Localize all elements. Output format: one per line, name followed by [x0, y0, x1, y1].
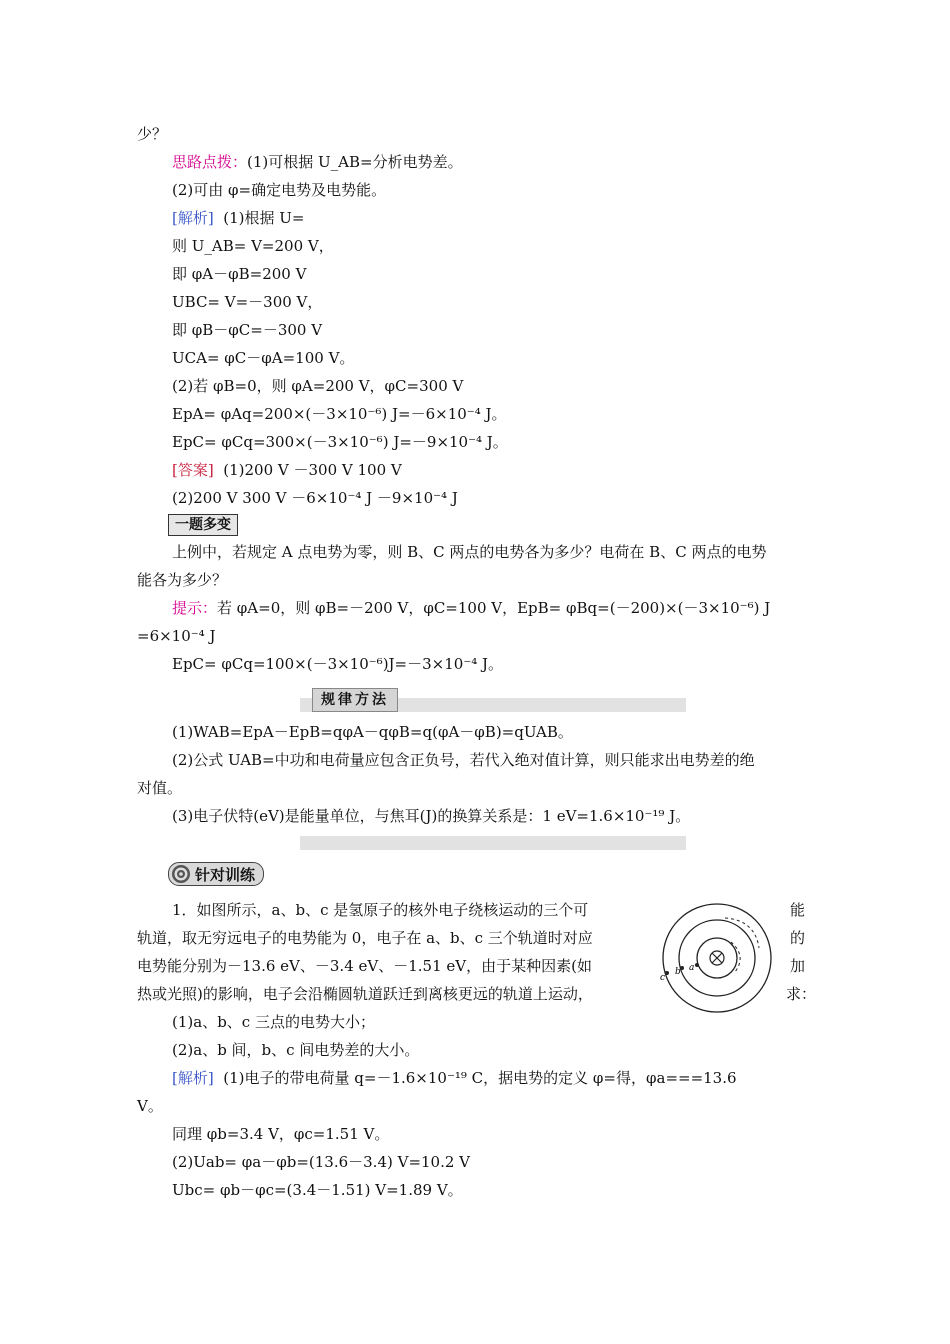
text-line: =6×10⁻⁴ J: [137, 627, 216, 645]
text-line: EpC= φCq=300×(－3×10⁻⁶) J=－9×10⁻⁴ J。: [172, 433, 508, 451]
solution-line: [172, 1068, 737, 1088]
text-line: 轨道，取无穷远电子的电势能为 0，电子在 a、b、c 三个轨道时对应: [137, 929, 593, 947]
text-line: 热或光照)的影响，电子会沿椭圆轨道跃迁到离核更远的轨道上运动，: [137, 985, 593, 1003]
hint-label: 提示：: [172, 599, 218, 617]
text-line: (2)a、b 间，b、c 间电势差的大小。: [172, 1041, 420, 1059]
text-line: (2)公式 UAB=中功和电荷量应包含正负号，若代入绝对值计算，则只能求出电势差的绝: [172, 751, 755, 769]
text-line: UBC= V=－300 V，: [172, 293, 323, 311]
text-fragment: 的: [790, 929, 806, 947]
answer-text: (1)200 V －300 V 100 V: [223, 461, 402, 479]
text-line: EpA= φAq=200×(－3×10⁻⁶) J=－6×10⁻⁴ J。: [172, 405, 507, 423]
hint-line: [172, 598, 770, 618]
text-line: 则 U_AB= V=200 V，: [172, 237, 334, 255]
text-line: 电势能分别为－13.6 eV、－3.4 eV、－1.51 eV，由于某种因素(如: [137, 957, 592, 975]
solution-text: (1)电子的带电荷量 q=－1.6×10⁻¹⁹ C，据电势的定义 φ=得，φa===13.6: [223, 1069, 737, 1087]
text-line: (2)可由 φ=确定电势及电势能。: [172, 181, 387, 199]
orbit-label-c: c: [660, 973, 666, 983]
analysis-label: [解析]: [172, 209, 214, 227]
solution-line: [172, 208, 305, 228]
text-line: (3)电子伏特(eV)是能量单位，与焦耳(J)的换算关系是：1 eV=1.6×10⁻¹⁹ J。: [172, 807, 691, 825]
text-line: V。: [137, 1097, 163, 1115]
solution-text: (1)根据 U=: [223, 209, 305, 227]
text-line: 能各为多少？: [137, 571, 228, 589]
orbit-diagram: [655, 898, 775, 1018]
text-line: 对值。: [137, 779, 183, 797]
variant-tag: 一题多变: [168, 514, 238, 536]
hint-text: 若 φA=0，则 φB=－200 V，φC=100 V，EpB= φBq=(－200)×(－3×10⁻⁶) J: [217, 599, 771, 617]
text-line: (2)200 V 300 V －6×10⁻⁴ J －9×10⁻⁴ J: [172, 489, 458, 507]
text-line: Ubc= φb－φc=(3.4－1.51) V=1.89 V。: [172, 1181, 463, 1199]
text-line: (2)若 φB=0，则 φA=200 V，φC=300 V: [172, 377, 464, 395]
text-line: (1)WAB=EpA－EpB=qφA－qφB=q(φA－φB)=qUAB。: [172, 723, 573, 741]
answer-line: [172, 460, 402, 480]
text-line: (2)Uab= φa－φb=(13.6－3.4) V=10.2 V: [172, 1153, 471, 1171]
analysis-label: [解析]: [172, 1069, 214, 1087]
target-icon: [171, 864, 191, 884]
hint-text: (1)可根据 U_AB=分析电势差。: [247, 153, 463, 171]
text-fragment: 加: [790, 957, 806, 975]
text-line: 上例中，若规定 A 点电势为零，则 B、C 两点的电势各为多少？电荷在 B、C 两点的电势: [172, 543, 767, 561]
hint-label: 思路点拨：: [172, 153, 248, 171]
training-tag: [168, 862, 264, 886]
hint-line: [172, 152, 463, 172]
text-line: 即 φB－φC=－300 V: [172, 321, 323, 339]
text-line: UCA= φC－φA=100 V。: [172, 349, 355, 367]
orbit-label-a: a: [689, 963, 695, 973]
text-line: EpC= φCq=100×(－3×10⁻⁶)J=－3×10⁻⁴ J。: [172, 655, 504, 673]
text-line: 少？: [137, 125, 168, 143]
training-title: 针对训练: [195, 865, 256, 884]
text-line: 同理 φb=3.4 V，φc=1.51 V。: [172, 1125, 390, 1143]
method-title: 规律方法: [312, 688, 398, 712]
text-fragment: 求：: [786, 985, 817, 1003]
text-line: 1．如图所示，a、b、c 是氢原子的核外电子绕核运动的三个可: [172, 901, 589, 919]
answer-label: [答案]: [172, 461, 214, 479]
text-fragment: 能: [790, 901, 806, 919]
text-line: 即 φA－φB=200 V: [172, 265, 307, 283]
text-line: (1)a、b、c 三点的电势大小；: [172, 1013, 375, 1031]
method-footer-bar: [300, 836, 686, 850]
orbit-label-b: b: [675, 967, 681, 977]
